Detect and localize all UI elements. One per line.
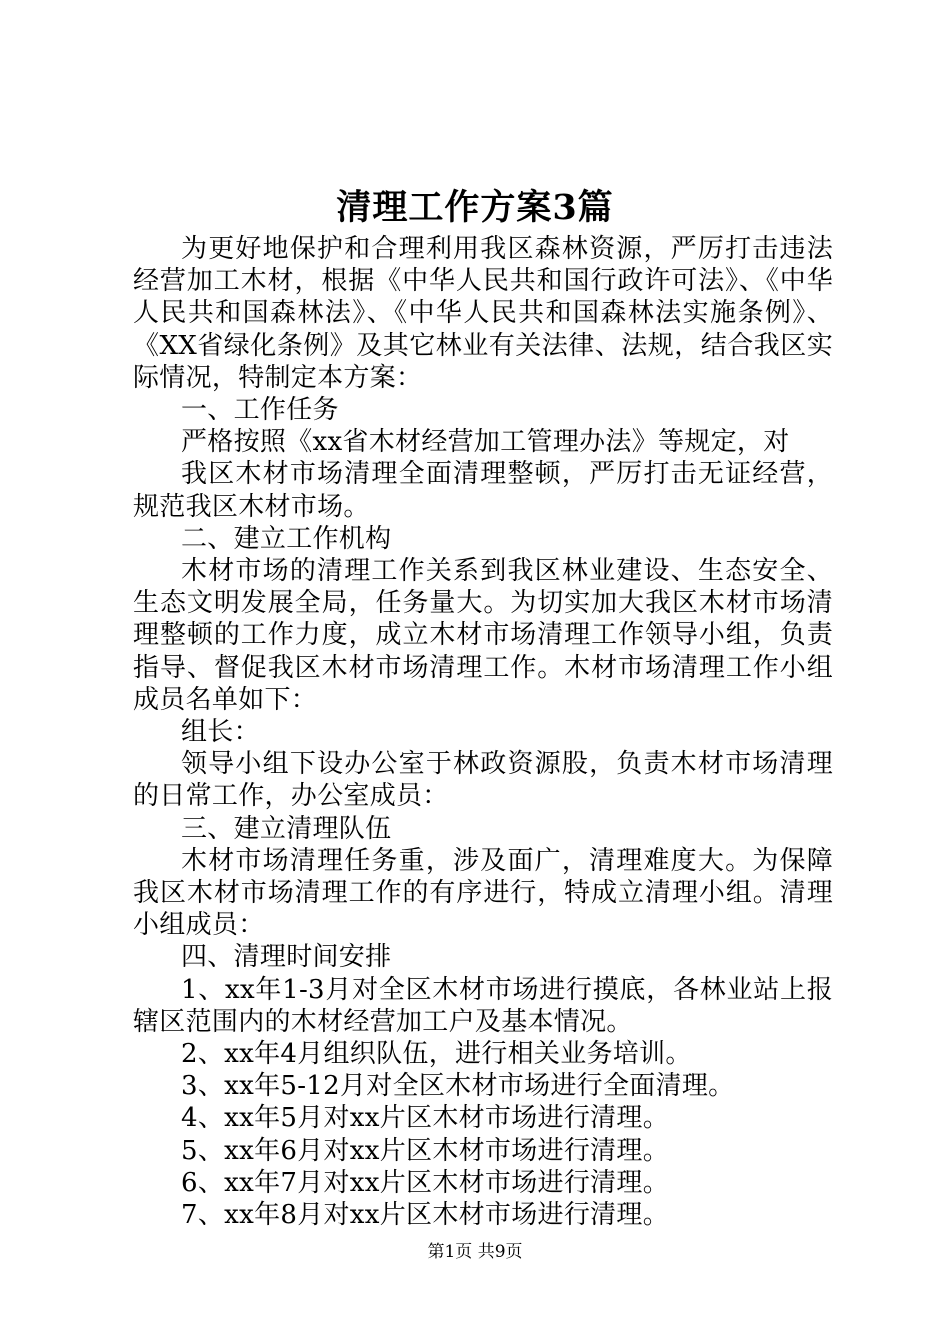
schedule-item-2: 2、xx年4月组织队伍，进行相关业务培训。 (181, 1039, 692, 1070)
paragraph-tasks-2: 我区木材市场清理全面清理整顿，严厉打击无证经营，规范我区木材市场。 (133, 459, 833, 522)
schedule-item-4: 4、xx年5月对xx片区木材市场进行清理。 (181, 1103, 670, 1134)
paragraph-group-leader: 组长： (181, 717, 260, 748)
document-body (133, 233, 833, 1231)
document-title: 清理工作方案3篇 (336, 187, 614, 228)
section-heading-tasks: 一、工作任务 (181, 395, 339, 426)
schedule-item-7: 7、xx年8月对xx片区木材市场进行清理。 (181, 1200, 670, 1231)
page-footer: 第1页 共9页 (427, 1242, 523, 1262)
paragraph-office: 领导小组下设办公室于林政资源股，负责木材市场清理的日常工作，办公室成员： (133, 749, 833, 812)
schedule-item-5: 5、xx年6月对xx片区木材市场进行清理。 (181, 1135, 670, 1166)
paragraph-team: 木材市场清理任务重，涉及面广，清理难度大。为保障我区木材市场清理工作的有序进行，特成立清理小组。清理小组成员： (133, 845, 833, 941)
schedule-item-1: 1、xx年1-3月对全区木材市场进行摸底，各林业站上报辖区范围内的木材经营加工户及基本情况。 (133, 974, 833, 1037)
section-heading-team: 三、建立清理队伍 (181, 813, 392, 844)
paragraph-tasks-1: 严格按照《xx省木材经营加工管理办法》等规定，对 (181, 427, 790, 458)
schedule-item-6: 6、xx年7月对xx片区木材市场进行清理。 (181, 1167, 670, 1198)
paragraph-organization: 木材市场的清理工作关系到我区林业建设、生态安全、生态文明发展全局，任务量大。为切实加大我区木材市场清理整顿的工作力度，成立木材市场清理工作领导小组，负责指导、督促我区木材市场清理工作。木材市场清理工作小组成员名单如下： (133, 556, 833, 715)
paragraph-intro: 为更好地保护和合理利用我区森林资源，严厉打击违法经营加工木材，根据《中华人民共和国行政许可法》、《中华人民共和国森林法》、《中华人民共和国森林法实施条例》、《XX省绿化条例》及其它林业有关法律、法规，结合我区实际情况，特制定本方案： (133, 234, 833, 393)
schedule-item-3: 3、xx年5-12月对全区木材市场进行全面清理。 (181, 1071, 735, 1102)
section-heading-organization: 二、建立工作机构 (181, 523, 392, 554)
section-heading-schedule: 四、清理时间安排 (181, 942, 392, 973)
